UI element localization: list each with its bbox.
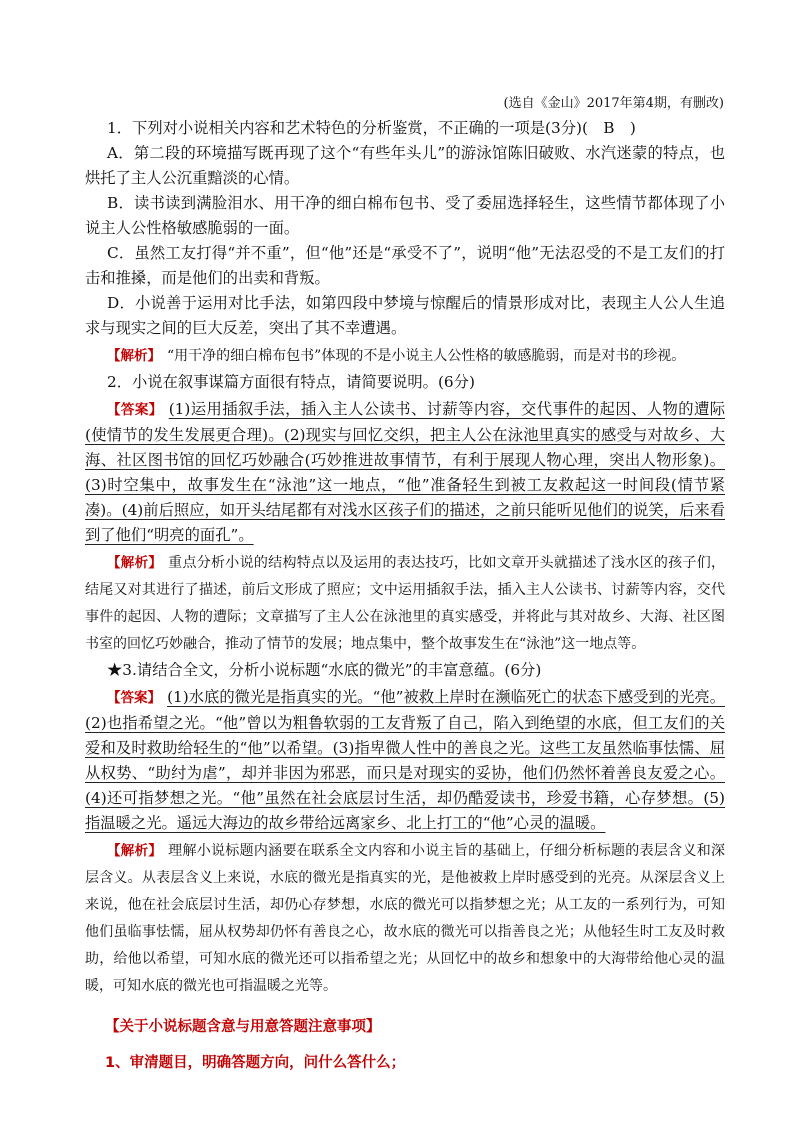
q2-analysis-text: 重点分析小说的结构特点以及运用的表达技巧，比如文章开头就描述了浅水区的孩子们，结尾又对其进行了描述，前后文形成了照应；文中运用插叙手法，插入主人公读书、讨薪等内容，交代事件的起因、人物的遭际；文章描写了主人公在泳池里的真实感受，并将此与其对故乡、大海、社区图书室的回忆巧妙融合，推动了情节的发展；地点集中，整个故事发生在“泳池”这一地点等。 xyxy=(85,555,726,652)
q1-stem: 1．下列对小说相关内容和艺术特色的分析鉴赏，不正确的一项是(3分)( B ) xyxy=(107,119,636,137)
q1-option-a: A．第二段的环境描写既再现了这个“有些年头儿”的游泳馆陈旧破败、水汽迷蒙的特点，也烘托了主人公沉重黯淡的心情。 xyxy=(85,144,725,187)
q2-answer xyxy=(85,397,725,548)
q1-analysis-text: “用干净的细白棉布包书”体现的不是小说主人公性格的敏感脆弱，而是对书的珍视。 xyxy=(167,348,686,364)
analysis-tag: 【解析】 xyxy=(107,348,161,364)
notes-heading: 【关于小说标题含意与用意答题注意事项】 xyxy=(105,1019,381,1035)
q3-analysis-text: 理解小说标题内涵要在联系全文内容和小说主旨的基础上，仔细分析标题的表层含义和深层含义。从表层含义上来说，水底的微光是指真实的光，是他被救上岸时感受到的光亮。从深层含义上来说，他在社会底层讨生活，却仍心存梦想，水底的微光可以指梦想之光；从工友的一系列行为，可知他们虽临事怯懦，屈从权势却仍怀有善良之心，故水底的微光可以指善良之光；从他轻生时工友及时救助，给他以希望，可知水底的微光还可以指希望之光；从回忆中的故乡和想象中的大海带给他心灵的温暖，可知水底的微光也可指温暖之光等。 xyxy=(85,843,726,994)
q2-stem: 2．小说在叙事谋篇方面很有特点，请简要说明。(6分) xyxy=(107,373,475,391)
q3-answer-text: (1)水底的微光是指真实的光。“他”被救上岸时在濒临死亡的状态下感受到的光亮。(2)也指希望之光。“他”曾以为粗鲁软弱的工友背叛了自己，陷入到绝望的水底，但工友们的关爱和及时救助给轻生的“他”以希望。(3)指卑微人性中的善良之光。这些工友虽然临事怯懦、屈从权势、“助纣为虐”，却并非因为邪恶，而只是对现实的妥协，他们仍然怀着善良友爱之心。(4)还可指梦想之光。“他”虽然在社会底层讨生活，却仍酷爱读书，珍爱书籍，心存梦想。(5)指温暖之光。遥远大海边的故乡带给远离家乡、北上打工的“他”心灵的温暖。 xyxy=(85,688,726,832)
q2-answer-text: (1)运用插叙手法，插入主人公读书、讨薪等内容，交代事件的起因、人物的遭际(使情节的发生发展更合理)。(2)现实与回忆交织，把主人公在泳池里真实的感受与对故乡、大海、社区图书馆的回忆巧妙融合(巧妙推进故事情节，有利于展现人物心理，突出人物形象)。(3)时空集中，故事发生在“泳池”这一地点，“他”准备轻生到被工友救起这一时间段(情节紧凑)。(4)前后照应，如开头结尾都有对浅水区孩子们的描述，之前只能听见他们的说笑，后来看到了他们“明亮的面孔”。 xyxy=(85,400,726,544)
answer-tag: 【答案】 xyxy=(107,690,162,706)
analysis-tag: 【解析】 xyxy=(107,555,163,571)
q3-answer xyxy=(85,685,725,836)
q3-stem: ★3.请结合全文，分析小说标题“水底的微光”的丰富意蕴。(6分) xyxy=(107,661,542,679)
answer-tag: 【答案】 xyxy=(107,402,163,418)
notes-item-1: 1、审清题目，明确答题方向，问什么答什么； xyxy=(105,1055,406,1071)
q2-analysis xyxy=(85,550,725,658)
analysis-tag: 【解析】 xyxy=(107,843,163,859)
source-note: (选自《金山》2017年第4期，有删改) xyxy=(503,96,724,111)
q3-analysis xyxy=(85,838,725,1000)
q1-analysis xyxy=(85,343,725,370)
q1-option-d: D．小说善于运用对比手法，如第四段中梦境与惊醒后的情景形成对比，表现主人公人生追求与现实之间的巨大反差，突出了其不幸遭遇。 xyxy=(85,294,725,337)
q1-option-b: B．读书读到满脸泪水、用干净的细白棉布包书、受了委屈选择轻生，这些情节都体现了小说主人公性格敏感脆弱的一面。 xyxy=(85,194,725,237)
document-body xyxy=(85,116,725,1076)
q1-option-c: C．虽然工友打得“并不重”，但“他”还是“承受不了”，说明“他”无法忍受的不是工友们的打击和推搡，而是他们的出卖和背叛。 xyxy=(85,244,725,287)
